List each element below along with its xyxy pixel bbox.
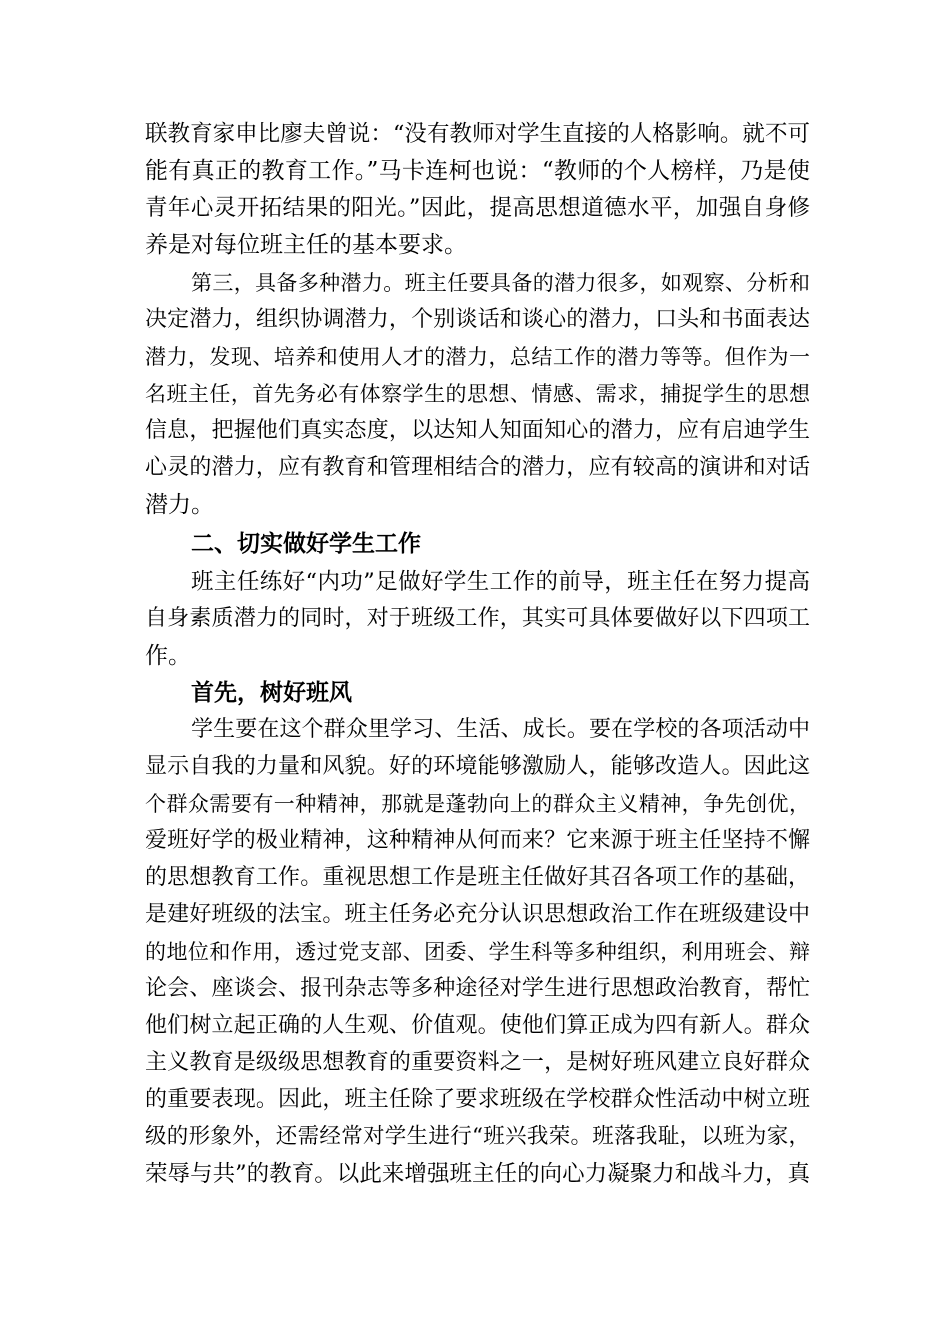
paragraph-4-line-3: 个群众需要有一种精神，那就是蓬勃向上的群众主义精神，争先创优， [145, 792, 810, 816]
paragraph-2-line-5: 信息，把握他们真实态度，以达知人知面知心的潜力，应有启迪学生 [145, 418, 810, 443]
paragraph-3-line-2: 自身素质潜力的同时，对于班级工作，其实可具体要做好以下四项工 [145, 606, 810, 631]
paragraph-4-line-10: 主义教育是级级思想教育的重要资料之一，是树好班风建立良好群众 [145, 1050, 810, 1075]
paragraph-4-line-1: 学生要在这个群众里学习、生活、成长。要在学校的各项活动中 [191, 717, 810, 742]
paragraph-4-line-4: 爱班好学的极业精神，这种精神从何而来？它来源于班主任坚持不懈 [145, 828, 810, 853]
paragraph-1-line-4: 养是对每位班主任的基本要求。 [145, 232, 467, 258]
paragraph-4-line-7: 的地位和作用，透过党支部、团委、学生科等多种组织，利用班会、辩 [145, 940, 810, 964]
paragraph-1-line-2: 能有真正的教育工作。”马卡连柯也说：“教师的个人榜样，乃是使 [145, 158, 810, 184]
paragraph-3-line-3: 作。 [145, 643, 191, 669]
paragraph-2-line-2: 决定潜力，组织协调潜力，个别谈话和谈心的潜力，口头和书面表达 [145, 307, 810, 332]
paragraph-4-line-5: 的思想教育工作。重视思想工作是班主任做好其召各项工作的基础， [145, 865, 810, 890]
paragraph-1-line-3: 青年心灵开拓结果的阳光。”因此，提高思想道德水平，加强自身修 [145, 195, 810, 221]
paragraph-4-line-6: 是建好班级的法宝。班主任务必充分认识思想政治工作在班级建设中 [145, 902, 810, 927]
paragraph-4-line-8: 论会、座谈会、报刊杂志等多种途径对学生进行思想政治教育，帮忙 [145, 976, 810, 1001]
section-heading: 二、切实做好学生工作 [191, 530, 421, 557]
paragraph-4-line-13: 荣辱与共”的教育。以此来增强班主任的向心力凝聚力和战斗力，真 [145, 1161, 810, 1187]
paragraph-4-line-12: 级的形象外，还需经常对学生进行“班兴我荣。班落我耻，以班为家， [145, 1124, 810, 1149]
paragraph-2-line-4: 名班主任，首先务必有体察学生的思想、情感、需求，捕捉学生的思想 [145, 382, 810, 406]
paragraph-1-line-1: 联教育家申比廖夫曾说：“没有教师对学生直接的人格影响。就不可 [145, 121, 810, 147]
paragraph-3-line-1: 班主任练好“内功”足做好学生工作的前导，班主任在努力提高 [191, 569, 810, 595]
paragraph-2-line-7: 潜力。 [145, 492, 214, 518]
paragraph-4-line-9: 他们树立起正确的人生观、价值观。使他们算正成为四有新人。群众 [145, 1013, 810, 1038]
paragraph-2-line-3: 潜力，发现、培养和使用人才的潜力，总结工作的潜力等等。但作为一 [145, 345, 810, 369]
paragraph-2-line-1: 第三，具备多种潜力。班主任要具备的潜力很多，如观察、分析和 [191, 271, 810, 295]
paragraph-4-line-11: 的重要表现。因此，班主任除了要求班级在学校群众性活动中树立班 [145, 1087, 810, 1112]
paragraph-4-line-2: 显示自我的力量和风貌。好的环境能够激励人，能够改造人。因此这 [145, 754, 810, 779]
paragraph-2-line-6: 心灵的潜力，应有教育和管理相结合的潜力，应有较高的演讲和对话 [145, 455, 810, 480]
subsection-heading: 首先，树好班风 [191, 679, 352, 706]
